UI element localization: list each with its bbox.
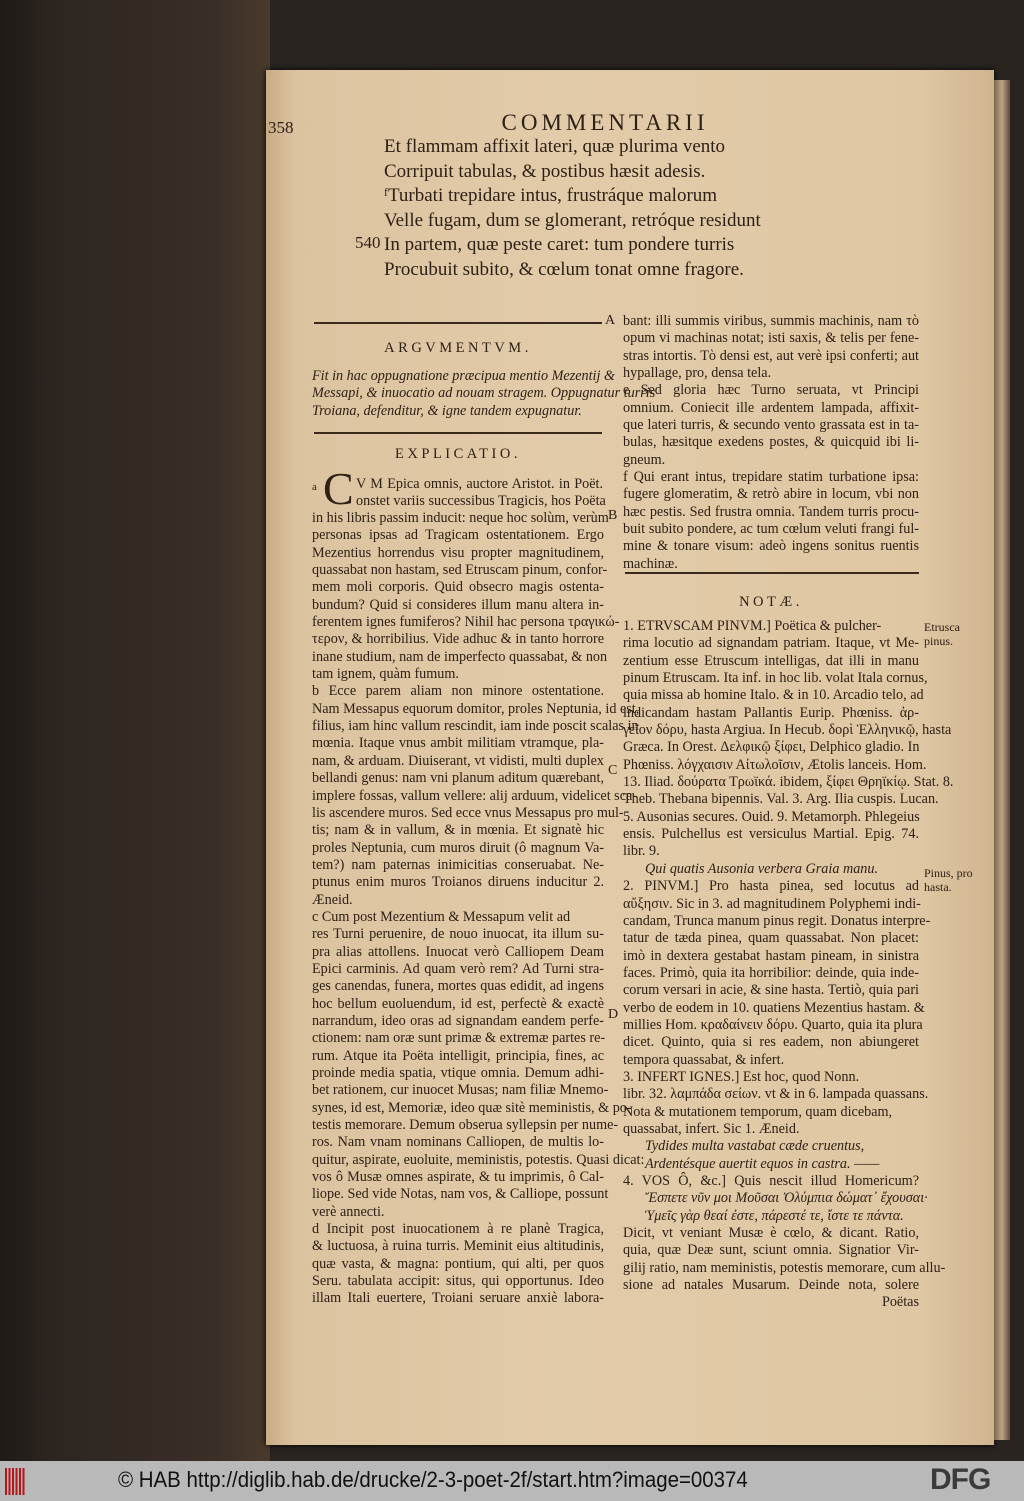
text-line: Græca. In Orest. Δελφικῷ ξίφει, Delphico gladio. In <box>623 739 920 756</box>
text-line: Seru. tabulata accipit: situs, qui opportunus. Ideo <box>312 1273 604 1290</box>
text-line: In partem, quæ peste caret: tum pondere turris <box>384 234 735 255</box>
text-line: ges canendas, funera, mortes quas edidit, ad ingens <box>312 978 604 995</box>
text-line: Nam Messapus equorum domitor, proles Neptunia, id est, <box>312 700 640 717</box>
text-line: personas ipsas ad Tragicam ostentationem. Ergo <box>312 527 604 544</box>
text-line: fugere glomeratim, & retrò abire in locum, vbi non <box>623 486 919 503</box>
text-line: tempora quassabat, & infert. <box>623 1051 785 1068</box>
text-line: Mezentius horrendus visu propter magnitudinem, <box>312 544 604 561</box>
text-line: candam, Trunca manum pinus regit. Donatus interpre- <box>623 912 931 929</box>
text-line: bet rationem, cur inuocet Musas; nam filiæ Mnemo- <box>312 1082 609 1099</box>
text-line: Poëtas <box>881 1294 919 1311</box>
right-column-text <box>623 313 919 573</box>
text-line: Theb. Thebana bipennis. Val. 3. Arg. Ilia cuspis. Lucan. <box>623 791 939 808</box>
copyright-url[interactable]: © HAB http://diglib.hab.de/drucke/2-3-poet-2f/start.htm?image=00374 <box>118 1467 748 1492</box>
text-line: quitur, aspirate, euoluite, meministis, potestis. Quasi dicat: <box>312 1151 645 1168</box>
notae-heading: NOTÆ. <box>739 594 803 610</box>
text-line: rum. Atque ita Poëta intelligit, principia, fines, ac <box>312 1047 604 1064</box>
text-line: quia missa ab homine Italo. & in 10. Arcadio telo, ad <box>623 687 924 704</box>
text-line: γεῖον δόρυ, hasta Argiua. In Hecub. δορὶ Ἑλληνικῷ, hasta <box>623 722 952 739</box>
margin-letter: B <box>608 508 618 523</box>
text-line: e Sed gloria hæc Turno seruata, vt Principi <box>623 382 919 399</box>
text-line: ptunus enim muros Troianos diruens inducitur 2. <box>312 874 604 891</box>
text-line: gilij ratio, nam meministis, potestis memorare, cum allu- <box>623 1259 946 1276</box>
text-line: mœnia. Itaque vnus ambit militiam vtramque, pla- <box>312 735 604 752</box>
text-line: Ὑμεῖς γὰρ θεαί ἐστε, πάρεστέ τε, ἴστε τε πάντα. <box>645 1207 904 1224</box>
text-line: gneum. <box>623 451 666 468</box>
text-line: machinæ. <box>623 555 678 572</box>
text-line: & luctuosa, à ruina turris. Meminit eius altitudinis, <box>312 1238 604 1255</box>
dfg-logo: DFG <box>930 1463 991 1496</box>
text-line: zentium esse Etruscum intelligas, dat illi in manu <box>623 652 919 669</box>
text-line: ctionem: nam oræ sunt primæ & extremæ partes re- <box>312 1030 606 1047</box>
text-line: synes, id est, Memoriæ, ideo quæ sitè meministis, & po- <box>312 1099 632 1116</box>
text-line: lis ascendere muros. Sed ecce vnus Messapus pro mul- <box>312 804 624 821</box>
text-line: dicet. Quinto, quia si res eadem, non abiungeret <box>623 1034 919 1051</box>
text-line: vos ô Musæ omnes aspirate, & tu imprimis, ô Cal- <box>312 1169 604 1186</box>
text-line: τερον, & horribilius. Vide adhuc & in tanto horrore <box>312 631 604 648</box>
text-line: quia, quæ Deæ sunt, sciunt omnia. Signatior Vir- <box>623 1242 919 1259</box>
text-line: Æneid. <box>312 891 353 908</box>
text-line: liope. Sed vide Notas, nam vos, & Calliope, possunt <box>312 1186 609 1203</box>
text-line: inane studium, nam de imperfecto quassabat, & non <box>312 648 608 665</box>
verse-line-number: 540 <box>355 233 381 252</box>
text-line: 3. INFERT IGNES.] Est hoc, quod Nonn. <box>623 1068 860 1085</box>
text-line: narrandum, ideo oras ad signandam eandem perfe- <box>312 1012 604 1029</box>
text-line: tem?) nam paternas inimicitias conseruabat. Ne- <box>312 856 604 873</box>
text-line: Dicit, vt veniant Musæ è cœlo, & dicant. Ratio, <box>623 1225 919 1242</box>
text-line: verbo de eodem in 10. quatiens Mezentius hastam. & <box>623 999 925 1016</box>
text-line: Epici carminis. Ad quam verò rem? Ad Turni stra- <box>312 960 604 977</box>
text-line: Phœniss. λόγχαισιν Αἰτωλοῖσιν, Ætolis lanceis. Hom. <box>623 756 927 773</box>
text-line: illam Itali euertere, Troiani seruare anxiè labora- <box>312 1290 604 1307</box>
hab-logo-icon <box>5 1468 25 1495</box>
verse-block <box>384 135 814 282</box>
text-line: tam ignem, quàm fumum. <box>312 666 459 683</box>
text-line: opum vi machinas notat; isti saxis, & telis per fene- <box>623 330 919 347</box>
text-line: quassabat non hastam, sed Etruscam pinum, confor- <box>312 562 608 579</box>
page-number: 358 <box>268 118 294 137</box>
text-line: Tydides multa vastabat cæde cruentus, <box>645 1138 865 1155</box>
text-line: bellandi genus: nam vni planum aditum quærebant, <box>312 770 604 787</box>
text-line: mine & tonare visum: adeò ingens sonitus ruentis <box>623 538 919 555</box>
text-line: in his libris passim inducit: neque hoc solùm, verùm <box>312 510 609 526</box>
explicatio-heading: EXPLICATIO. <box>395 446 521 462</box>
text-line: imò in dextera gestabat hastam pineam, in sinistra <box>623 947 919 964</box>
text-line: V M Epica omnis, auctore Aristot. in Poët. <box>356 476 603 492</box>
text-line: libr. 9. <box>623 843 660 860</box>
text-line: tatur de tæda pinea, quam quassabat. Non placet: <box>623 930 919 947</box>
text-line: Procubuit subito, & cœlum tonat omne fragore. <box>384 258 744 280</box>
text-line: verè annecti. <box>312 1203 385 1220</box>
text-line: filius, iam hinc vallum rescindit, iam inde poscit scalas in <box>312 718 639 735</box>
text-line: 4. VOS Ô, &c.] Quis nescit illud Homericum? <box>623 1173 919 1189</box>
argumentum-heading: ARGVMENTVM. <box>384 340 532 356</box>
text-line: Qui quatis Ausonia verbera Graia manu. <box>645 860 879 877</box>
margin-note: Pinus, pro hasta. <box>924 866 973 894</box>
drop-cap: C <box>323 463 354 514</box>
text-line: c Cum post Mezentium & Messapum velit ad <box>312 908 571 925</box>
text-line: implere fossas, vallum vellere: alij arduum, videlicet sca- <box>312 787 638 804</box>
text-line: tis; nam & in vallum, & in mœnia. Et signatè hic <box>312 822 604 839</box>
divider <box>625 572 919 574</box>
text-line: millies Hom. κραδαίνειν δόρυ. Quarto, quia ita plura <box>623 1016 923 1033</box>
note-marker: a <box>312 481 317 493</box>
text-line: f Qui erant intus, trepidare statim turbatione ipsa: <box>623 469 919 486</box>
text-line: Ardentésque auertit equos in castra. —— <box>645 1155 880 1172</box>
text-line: Corripuit tabulas, & postibus hæsit adesis. <box>384 160 706 182</box>
text-line: hoc bellum euoluendum, id est, perfectè & exactè <box>312 995 604 1012</box>
text-line: que lateri turris, & secundo vento grassata est in ta- <box>623 417 919 434</box>
text-line: αὔξησιν. Sic in 3. ad magnitudinem Polyphemi indi- <box>623 895 921 912</box>
text-line: d Incipit post inuocationem à re planè Tragica, <box>312 1221 604 1238</box>
text-line: Et flammam affixit lateri, quæ plurima vento <box>384 136 726 157</box>
divider <box>314 432 602 434</box>
text-line: Troiana, defenditur, & igne tandem expugnatur. <box>312 402 582 419</box>
text-line: mem moli corporis. Quid obsecro magis ostenta- <box>312 579 604 596</box>
margin-note: Etrusca pinus. <box>924 620 960 648</box>
footer-bar <box>0 1461 1024 1501</box>
text-line: b Ecce parem aliam non minore ostentatione. <box>312 683 604 700</box>
text-line: stras intortis. Τὸ densi est, aut verè ipsi conferti; aut <box>623 347 919 364</box>
text-line: pinum Etruscam. Ita inf. in hoc lib. volat Itala cornus, <box>623 670 928 687</box>
margin-letter: A <box>605 313 616 328</box>
text-line: buit subito pondere, ac tum cœlum veluti frangi ful- <box>623 521 919 538</box>
text-line: libr. 32. λαμπάδα σείων. vt & in 6. lampada quassans. <box>623 1086 929 1103</box>
text-line: faces. Primò, quia ita horribilior: deinde, quia inde- <box>623 964 919 981</box>
text-line: 1. ETRVSCAM PINVM.] Poëtica & pulcher- <box>623 618 882 634</box>
text-line: rima locutio ad signandam patriam. Itaque, vt Me- <box>623 635 919 652</box>
text-line: ros. Nam vnam nominans Calliopen, de multis lo- <box>312 1134 604 1151</box>
text-line: onstet variis successibus Tragicis, hos Poëta <box>356 493 606 509</box>
text-line: omnium. Coniecit ille ardentem lampada, affixit- <box>623 399 919 416</box>
text-line: bundum? Quid si consideres illum manu altera in- <box>312 596 604 613</box>
text-line: ensis. Pulchellus est versiculus Martial. Epig. 74. <box>623 826 919 843</box>
text-line: testis memorare. Demum obserua syllepsin per nume- <box>312 1117 619 1134</box>
divider <box>314 322 602 324</box>
margin-letter: C <box>608 763 618 778</box>
text-line: hypallage, pro, densa tela. <box>623 365 772 382</box>
text-line: corum versari in acie, & sine hasta. Tertiò, quia pari <box>623 982 919 999</box>
text-line: hæc pestis. Sed frustra omnia. Tandem turris procu- <box>623 503 919 520</box>
text-line: proles Neptunia, cum muros diruit (ô magnum Va- <box>312 839 604 856</box>
text-line: ᶠTurbati trepidare intus, frustráque malorum <box>384 185 718 206</box>
text-line: Messapi, & inuocatio ad nouam stragem. Oppugnatur turris <box>312 385 656 402</box>
text-line: indicandam hastam Pallantis Eurip. Phœniss. ἀρ- <box>623 704 919 721</box>
text-line: ferentem ignes fumiferos? Nihil hac persona τραγικώ- <box>312 614 620 631</box>
text-line: 5. Ausonias secures. Ouid. 9. Metamorph. Phlegeius <box>623 808 920 825</box>
text-line: sione ad natales Musarum. Deinde nota, solere <box>623 1277 919 1294</box>
text-line: 13. Iliad. δούρατα Τρωϊκά. ibidem, ξίφει Θρηϊκίῳ. Stat. 8. <box>623 774 954 791</box>
running-title: COMMENTARII <box>501 110 709 135</box>
text-line: Nota & mutationem temporum, quam dicebam, <box>623 1103 893 1120</box>
page-fore-edge <box>994 80 1010 1440</box>
text-line: res Turni peruenire, de nouo inuocat, ita illum su- <box>312 926 604 943</box>
text-line: Velle fugam, dum se glomerant, retróque residunt <box>384 209 761 231</box>
text-line: quassabat, infert. Sic 1. Æneid. <box>623 1120 800 1137</box>
text-line: nam, & arduam. Diuiserant, vt vidisti, multi duplex <box>312 752 604 769</box>
text-line: bulas, hæsitque exedens postes, & quicquid ibi li- <box>623 434 919 451</box>
text-line: bant: illi summis viribus, summis machinis, nam τὸ <box>623 313 919 329</box>
text-line: 2. PINVM.] Pro hasta pinea, sed locutus ad <box>623 878 919 895</box>
text-line: Ἔσπετε νῦν μοι Μοῦσαι Ὀλύμπια δώματ᾽ ἔχουσαι· <box>645 1190 928 1207</box>
text-line: proinde media spatia, vtique omnia. Demum adhi- <box>312 1065 604 1081</box>
argumentum-text <box>312 368 656 420</box>
margin-letter: D <box>608 1007 619 1022</box>
previous-page-edge <box>0 0 270 1461</box>
text-line: Fit in hac oppugnatione præcipua mentio Mezentij & <box>312 368 616 384</box>
text-line: pra alias attollens. Inuocat verò Calliopem Deam <box>312 943 604 960</box>
text-line: quæ vasta, & magna: pontium, qui alti, per quos <box>312 1255 604 1272</box>
